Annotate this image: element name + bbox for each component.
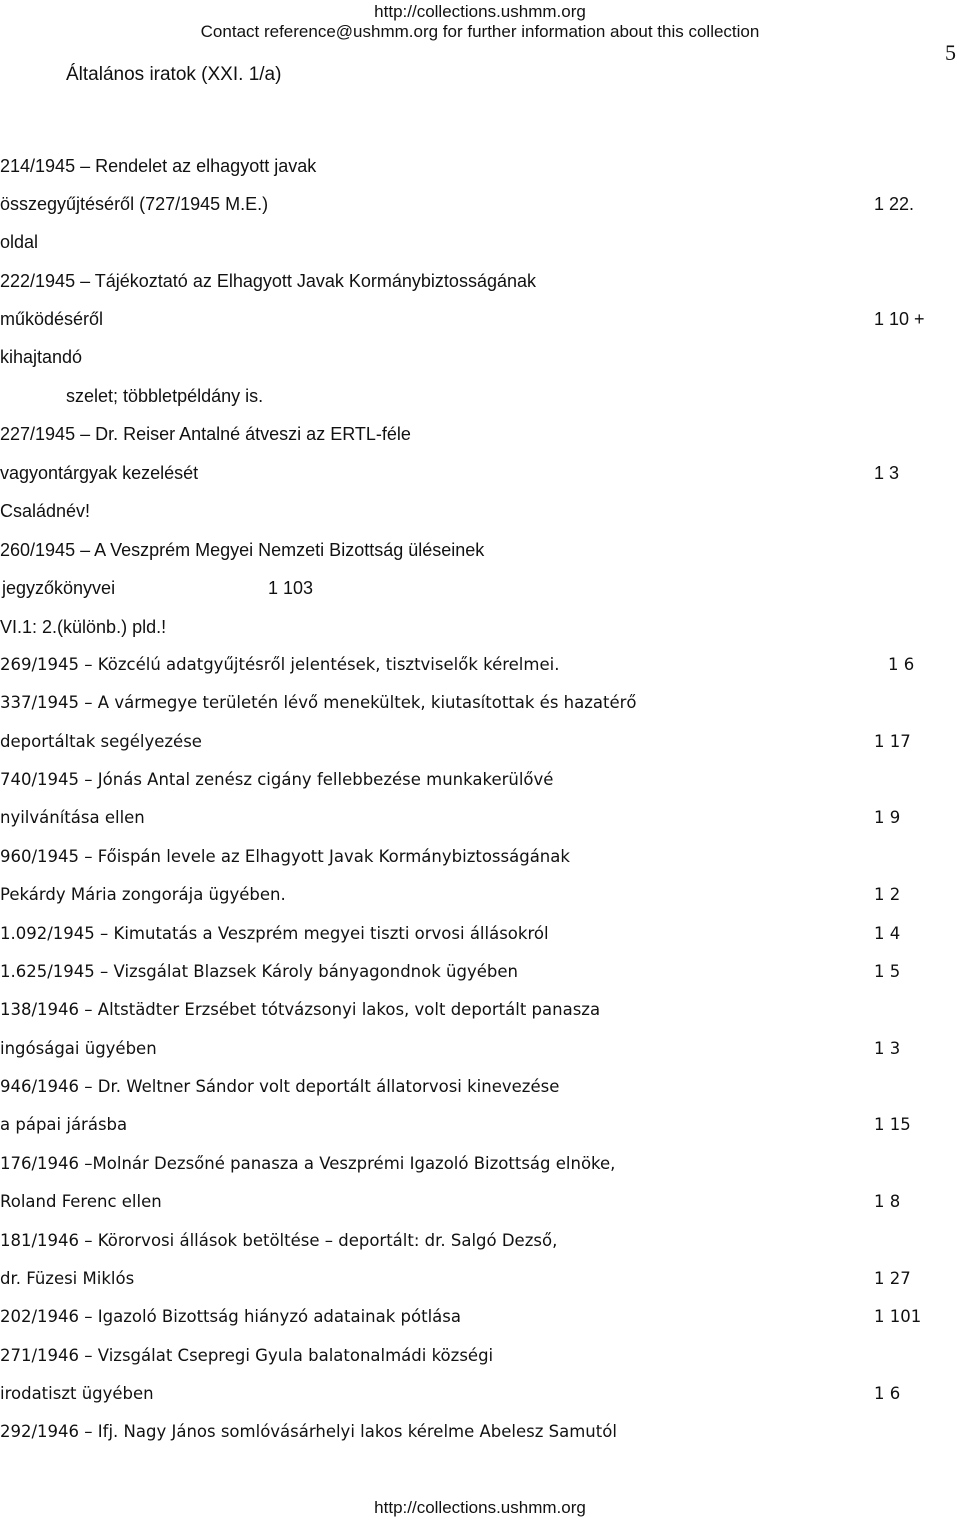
list-item (0, 191, 915, 217)
header-url[interactable]: http://collections.ushmm.org (374, 2, 586, 21)
entry-text: 946/1946 – Dr. Weltner Sándor volt deportált állatorvosi kinevezése (0, 1077, 560, 1096)
entry-number: 1 6 (888, 655, 915, 674)
entry-text: 337/1945 – A vármegye területén lévő menekültek, kiutasítottak és hazatérő (0, 693, 637, 712)
list-item (0, 997, 600, 1023)
entry-number: 1 3 (874, 463, 900, 483)
list-item (0, 1228, 557, 1254)
entry-text: Roland Ferenc ellen (0, 1192, 162, 1211)
entry-text: 202/1946 – Igazoló Bizottság hiányzó adatainak pótlása (0, 1307, 461, 1326)
entry-text: jegyzőkönyvei (2, 578, 116, 598)
list-item (0, 1112, 911, 1138)
entry-text: működéséről (0, 309, 104, 329)
entry-number: 1 15 (874, 1115, 911, 1134)
entry-number: 1 9 (874, 808, 901, 827)
entry-text: 292/1946 – Ifj. Nagy János somlóvásárhelyi lakos kérelme Abelesz Samutól (0, 1422, 617, 1441)
list-item (0, 882, 901, 908)
entry-text: Családnév! (0, 501, 91, 521)
entry-text: vagyontárgyak kezelését (0, 463, 199, 483)
entry-number: 1 10 + (874, 309, 925, 329)
entry-text: 138/1946 – Altstädter Erzsébet tótvázsonyi lakos, volt deportált panasza (0, 1000, 601, 1019)
entry-number: 1 4 (874, 924, 901, 943)
entry-text: ingóságai ügyében (0, 1039, 157, 1058)
entry-text: 222/1945 – Tájékoztató az Elhagyott Javak Kormánybiztosságának (0, 271, 537, 291)
entry-text: 960/1945 – Főispán levele az Elhagyott Javak Kormánybiztosságának (0, 847, 570, 866)
list-item (0, 1343, 493, 1369)
entry-text: oldal (0, 232, 39, 252)
entry-text: 227/1945 – Dr. Reiser Antalné átveszi az ERTL-féle (0, 424, 411, 444)
list-item (0, 344, 82, 370)
list-item (0, 1074, 559, 1100)
page-number: 5 (945, 40, 956, 65)
list-item (0, 959, 901, 985)
entry-number: 1 17 (874, 732, 911, 751)
list-item (0, 1151, 615, 1177)
entry-text: 1.625/1945 – Vizsgálat Blazsek Károly bányagondnok ügyében (0, 962, 518, 981)
list-item (0, 921, 901, 947)
entry-number: 1 27 (874, 1269, 911, 1288)
entry-number: 1 8 (874, 1192, 901, 1211)
list-item (0, 1381, 901, 1407)
entry-number: 1 22. (874, 194, 915, 214)
list-item (0, 1036, 901, 1062)
entry-text: Pekárdy Mária zongorája ügyében. (0, 885, 286, 904)
list-item (0, 1189, 901, 1215)
entry-text: 1.092/1945 – Kimutatás a Veszprém megyei tiszti orvosi állásokról (0, 924, 549, 943)
entry-number: 1 5 (874, 962, 901, 981)
list-item (0, 1266, 911, 1292)
entry-number: 1 2 (874, 885, 901, 904)
entry-text: kihajtandó (0, 347, 83, 367)
entry-text: 176/1946 –Molnár Dezsőné panasza a Veszprémi Igazoló Bizottság elnöke, (0, 1154, 616, 1173)
entry-text: VI.1: 2.(különb.) pld.! (0, 617, 167, 637)
list-item (0, 306, 925, 332)
entry-text: 181/1946 – Körorvosi állások betöltése – deportált: dr. Salgó Dezső, (0, 1231, 558, 1250)
list-item (0, 153, 316, 179)
list-item (0, 652, 915, 678)
entry-text: szelet; többletpéldány is. (66, 386, 264, 406)
list-item (0, 767, 553, 793)
entry-text: 269/1945 – Közcélú adatgyűjtésről jelentések, tisztviselők kérelmei. (0, 655, 560, 674)
list-item (0, 1304, 922, 1330)
list-item (0, 1419, 617, 1445)
list-item (0, 844, 570, 870)
footer-url[interactable]: http://collections.ushmm.org (374, 1498, 586, 1517)
list-item (0, 460, 900, 486)
entry-text: nyilvánítása ellen (0, 808, 145, 827)
entry-number: 1 101 (874, 1307, 922, 1326)
entry-text: 214/1945 – Rendelet az elhagyott javak (0, 156, 317, 176)
header-contact: Contact reference@ushmm.org for further information about this collection (200, 22, 760, 41)
entry-text: összegyűjtéséről (727/1945 M.E.) (0, 194, 269, 214)
list-item (0, 268, 536, 294)
entry-text: 260/1945 – A Veszprém Megyei Nemzeti Bizottság üléseinek (0, 540, 485, 560)
list-item (0, 805, 901, 831)
list-item (0, 690, 637, 716)
entry-text: dr. Füzesi Miklós (0, 1269, 135, 1288)
list-item (66, 383, 263, 409)
list-item (0, 537, 484, 563)
list-item (0, 498, 90, 524)
entry-text: irodatiszt ügyében (0, 1384, 154, 1403)
entry-number: 1 3 (874, 1039, 901, 1058)
entry-text: 740/1945 – Jónás Antal zenész cigány fellebbezése munkakerülővé (0, 770, 554, 789)
entry-text: deportáltak segélyezése (0, 732, 202, 751)
list-item (0, 614, 166, 640)
entry-number: 1 103 (268, 578, 314, 598)
list-item (2, 575, 314, 601)
entry-number: 1 6 (874, 1384, 901, 1403)
list-item (0, 421, 411, 447)
entry-text: a pápai járásba (0, 1115, 128, 1134)
section-title: Általános iratok (XXI. 1/a) (66, 64, 282, 85)
entry-text: 271/1946 – Vizsgálat Csepregi Gyula balatonalmádi községi (0, 1346, 494, 1365)
list-item (0, 229, 38, 255)
list-item (0, 729, 911, 755)
